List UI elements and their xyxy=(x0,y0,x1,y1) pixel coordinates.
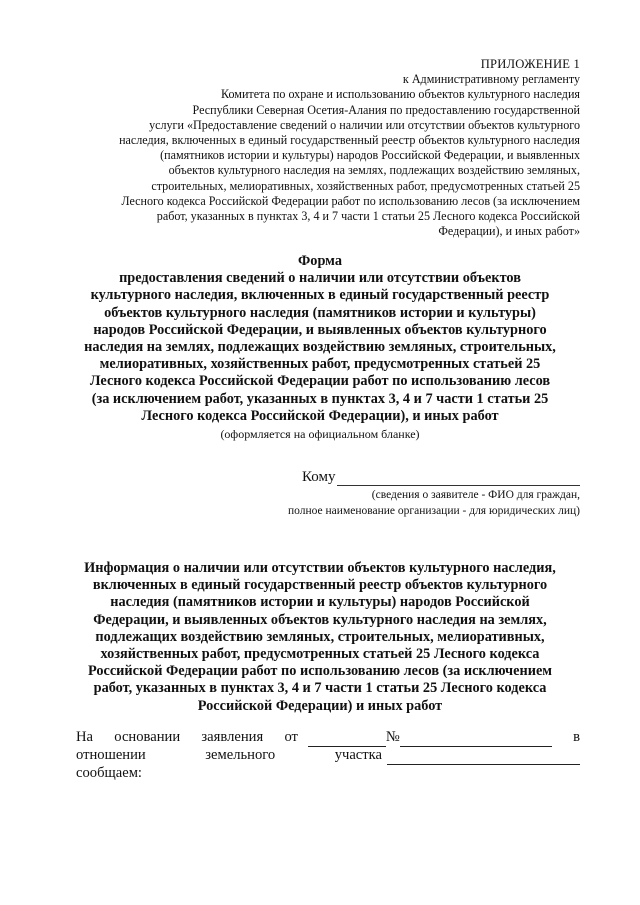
recipient-hint xyxy=(260,488,580,519)
statement-row xyxy=(76,747,580,765)
appendix-line: работ, указанных в пунктах 3, 4 и 7 части 1 статьи 25 Лесного кодекса Российской xyxy=(156,209,580,224)
recipient-field xyxy=(290,468,580,486)
info-title-line: наследия (памятников истории и культуры) народов Российской xyxy=(110,594,530,611)
form-title-line: Лесного кодекса Российской Федерации), и иных работ xyxy=(141,407,499,424)
appendix-line: Республики Северная Осетия-Алания по предоставлению государственной xyxy=(192,102,580,117)
info-title-line: подлежащих воздействию земляных, строительных, мелиоративных, xyxy=(95,628,545,645)
info-title-line: Российской Федерации) и иных работ xyxy=(197,697,443,714)
info-title-line: работ, указанных в пунктах 3, 4 и 7 части 1 статьи 25 Лесного кодекса xyxy=(93,680,547,697)
form-title xyxy=(60,253,580,425)
appendix-line: (памятников истории и культуры) народов Российской Федерации, и выявленных xyxy=(160,148,580,163)
statement-word: от xyxy=(284,729,298,745)
appendix-line: Лесного кодекса Российской Федерации работ по использованию лесов (за исключением xyxy=(121,193,580,208)
statement-word: На xyxy=(76,729,94,745)
form-title-line: Лесного кодекса Российской Федерации работ по использованию лесов xyxy=(89,373,551,390)
info-title-line: Российской Федерации работ по использованию лесов (за исключением xyxy=(87,663,553,680)
number-blank-line[interactable] xyxy=(400,733,552,747)
statement-row xyxy=(76,729,580,747)
statement-word: сообщаем: xyxy=(76,764,142,781)
appendix-title: ПРИЛОЖЕНИЕ 1 xyxy=(480,57,580,71)
date-blank-line[interactable] xyxy=(308,733,386,747)
number-sign: № xyxy=(385,729,400,745)
form-title-line: наследия на землях, подлежащих воздействию земляных, строительных, xyxy=(84,339,556,356)
form-note: (оформляется на официальном бланке) xyxy=(220,427,420,441)
appendix-line: к Административному регламенту xyxy=(402,72,580,87)
statement-word: отношении xyxy=(76,746,146,763)
statement-word: в xyxy=(573,729,581,745)
info-title xyxy=(60,560,580,715)
appendix-line: строительных, мелиоративных, хозяйственных работ, предусмотренных статьей 25 xyxy=(151,178,580,193)
appendix-header xyxy=(60,57,580,239)
recipient-hint-line: (сведения о заявителе - ФИО для граждан, xyxy=(371,489,580,501)
appendix-line: Комитета по охране и использованию объектов культурного наследия xyxy=(221,87,580,102)
statement-word: заявления xyxy=(201,729,264,745)
statement-row xyxy=(76,765,580,783)
form-title-line: народов Российской Федерации, и выявленных объектов культурного xyxy=(93,321,547,338)
info-title-line: хозяйственных работ, предусмотренных статьей 25 Лесного кодекса xyxy=(100,646,540,663)
recipient-hint-line: полное наименование организации - для юридических лиц) xyxy=(288,504,580,517)
info-title-line: Информация о наличии или отсутствии объектов культурного наследия, xyxy=(84,560,556,576)
land-plot-blank-line[interactable] xyxy=(387,751,580,765)
recipient-label: Кому xyxy=(302,469,336,485)
form-title-line: Форма xyxy=(298,253,342,269)
form-title-line: мелиоративных, хозяйственных работ, предусмотренных статьей 25 xyxy=(99,356,541,373)
statement-word: основании xyxy=(114,729,181,745)
statement-word: земельного xyxy=(205,746,276,763)
appendix-line: объектов культурного наследия на землях, подлежащих воздействию земляных, xyxy=(168,163,580,178)
recipient-blank-line[interactable] xyxy=(337,471,580,486)
form-title-line: (за исключением работ, указанных в пунктах 3, 4 и 7 части 1 статьи 25 xyxy=(91,390,549,407)
statement-paragraph xyxy=(76,729,580,782)
form-title-line: объектов культурного наследия (памятников истории и культуры) xyxy=(104,304,536,321)
statement-word: участка xyxy=(334,746,383,763)
appendix-line: наследия, включенных в единый государственный реестр объектов культурного наследия xyxy=(119,133,580,148)
form-title-line: предоставления сведений о наличии или отсутствии объектов xyxy=(119,270,521,287)
appendix-line: услуги «Предоставление сведений о наличии или отсутствии объектов культурного xyxy=(149,117,580,132)
info-title-line: включенных в единый государственный реестр объектов культурного xyxy=(92,577,548,594)
form-title-line: культурного наследия, включенных в единый государственный реестр xyxy=(90,287,550,304)
info-title-line: Федерации, и выявленных объектов культурного наследия на землях, xyxy=(93,611,547,628)
appendix-line: Федерации), и иных работ» xyxy=(438,224,580,239)
